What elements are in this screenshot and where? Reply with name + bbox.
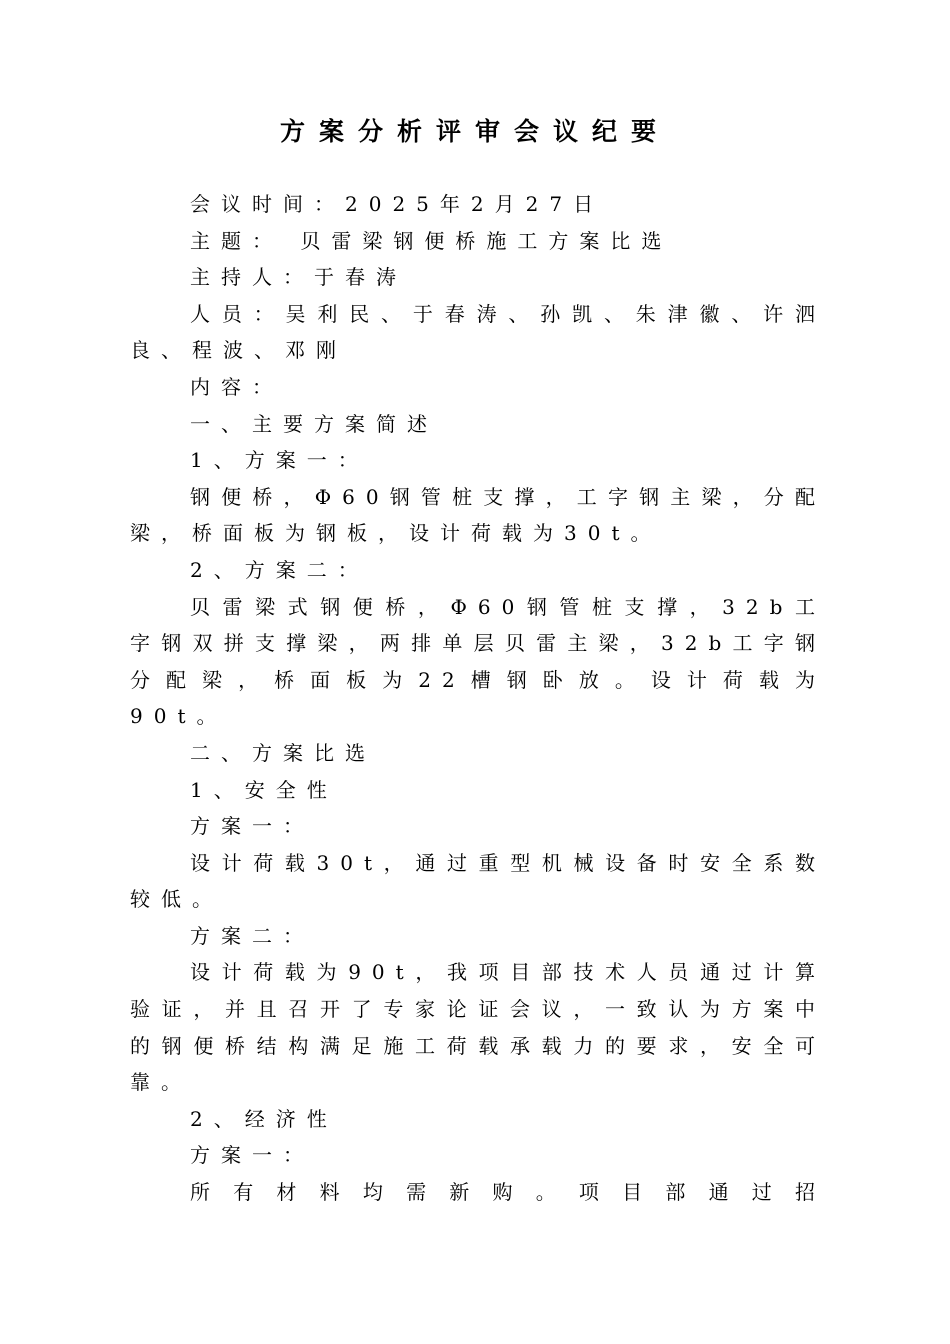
- meeting-host: 主持人：于春涛: [190, 265, 407, 290]
- meeting-attendees: 人员：吴利民、于春涛、孙凯、朱津徽、许泗良、程波、邓刚: [130, 301, 826, 363]
- document-body: [130, 186, 826, 1211]
- safety-plan-one-label: 方案一：: [190, 814, 314, 839]
- safety-plan-two-text: 设计荷载为90t，我项目部技术人员通过计算验证，并且召开了专家论证会议，一致认为方案中的钢便桥结构满足施工荷载承载力的要求，安全可靠。: [130, 960, 826, 1095]
- section-heading-1: 一、主要方案简述: [190, 411, 438, 436]
- page-title: 方案分析评审会议纪要: [279, 117, 670, 146]
- safety-plan-two-label: 方案二：: [190, 923, 314, 948]
- section-heading-2: 二、方案比选: [190, 740, 376, 765]
- economy-plan-one-text: 所有材料均需新购。项目部通过招: [190, 1180, 826, 1205]
- plan-one-description: 钢便桥，Φ60钢管桩支撑，工字钢主梁，分配梁，桥面板为钢板，设计荷载为30t。: [130, 484, 826, 546]
- safety-plan-one-text: 设计荷载30t，通过重型机械设备时安全系数较低。: [130, 850, 826, 912]
- content-label: 内容：: [190, 374, 283, 399]
- economy-plan-one-label: 方案一：: [190, 1143, 314, 1168]
- meeting-time: 会议时间：2025年2月27日: [190, 192, 605, 216]
- meeting-subject: 主题： 贝雷梁钢便桥施工方案比选: [190, 228, 673, 253]
- plan-one-heading: 1、方案一：: [190, 448, 369, 473]
- economy-heading: 2、经济性: [190, 1106, 338, 1131]
- plan-two-description: 贝雷梁式钢便桥，Φ60钢管桩支撑，32b工字钢双拼支撑梁，两排单层贝雷主梁，32b工字钢分配梁，桥面板为22槽钢卧放。设计荷载为90t。: [130, 594, 826, 729]
- safety-heading: 1、安全性: [190, 777, 338, 802]
- plan-two-heading: 2、方案二：: [190, 557, 369, 582]
